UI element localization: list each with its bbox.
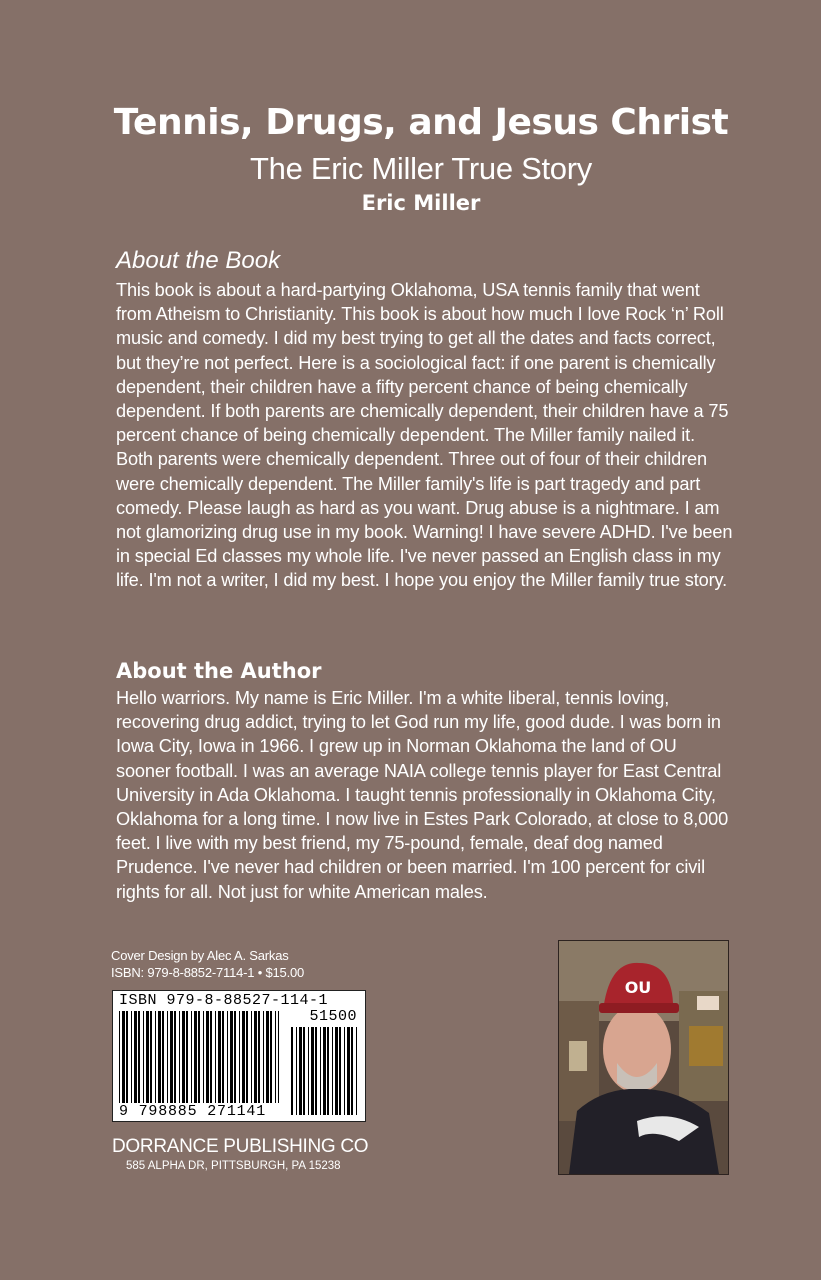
barcode-isbn-label: ISBN 979-8-88527-114-1 (119, 992, 329, 1009)
about-book-heading: About the Book (116, 247, 281, 274)
about-author-text: Hello warriors. My name is Eric Miller. I'm a white liberal, tennis loving, recovering drug addict, trying to let God run my life, good dude. I was born in Iowa City, Iowa in 1966. I grew up in Norman Oklahoma the land of OU sooner football. I was an average NAIA college tennis player for East Central University in Ada Oklahoma. I taught tennis professionally in Oklahoma City, Oklahoma for a long time. I now live in Estes Park Colorado, at close to 8,000 feet. I live with my best friend, my 75-pound, female, deaf dog named Prudence. I've never had children or been married. I'm 100 percent for civil rights for all. Not just for white American males. (116, 688, 729, 902)
barcode-ean-digits: 9 798885 271141 (119, 1103, 270, 1120)
author-photo-image (559, 941, 728, 1174)
about-author-heading: About the Author (116, 659, 322, 683)
about-book-text: This book is about a hard-partying Oklahoma, USA tennis family that went from Atheism to Christianity. This book is about how much I love Rock ‘n’ Roll music and comedy. I did my best trying to get all the dates and facts correct, but they’re not perfect. Here is a sociological fact: if one parent is chemically dependent, their children have a fifty percent chance of being chemically dependent. If both parents are chemically dependent, their children have a 75 percent chance of being chemically dependent. The Miller family nailed it. Both parents were chemically dependent. Three out of four of their children were chemically dependent. The Miller family's life is part tragedy and part comedy. Please laugh as hard as you want. Drug abuse is a nightmare. I am not glamorizing drug use in my book. Warning! I have severe ADHD. I've been in special Ed classes my whole life. I've never passed an English class in my life. I'm not a writer, I did my best. I hope you enjoy the Miller family true story. (116, 280, 733, 591)
book-author: Eric Miller (361, 191, 481, 215)
cover-design-credit: Cover Design by Alec A. Sarkas (111, 948, 289, 963)
barcode-bars-icon (119, 1011, 279, 1103)
book-title: Tennis, Drugs, and Jesus Christ (113, 102, 729, 143)
title-block (0, 100, 821, 218)
credits (111, 947, 304, 981)
publisher-address: 585 ALPHA DR, PITTSBURGH, PA 15238 (126, 1160, 341, 1172)
book-subtitle: The Eric Miller True Story (250, 151, 592, 186)
svg-text:OU: OU (624, 978, 652, 997)
about-author-section (116, 656, 736, 904)
barcode-price-code: 51500 (309, 1008, 357, 1025)
barcode (112, 990, 366, 1122)
author-photo (558, 940, 729, 1175)
publisher-name: DORRANCE PUBLISHING CO (112, 1136, 369, 1157)
about-book-section (116, 246, 736, 593)
barcode-addon-bars-icon (291, 1027, 357, 1115)
isbn-price: ISBN: 979-8-8852-7114-1 • $15.00 (111, 965, 305, 980)
